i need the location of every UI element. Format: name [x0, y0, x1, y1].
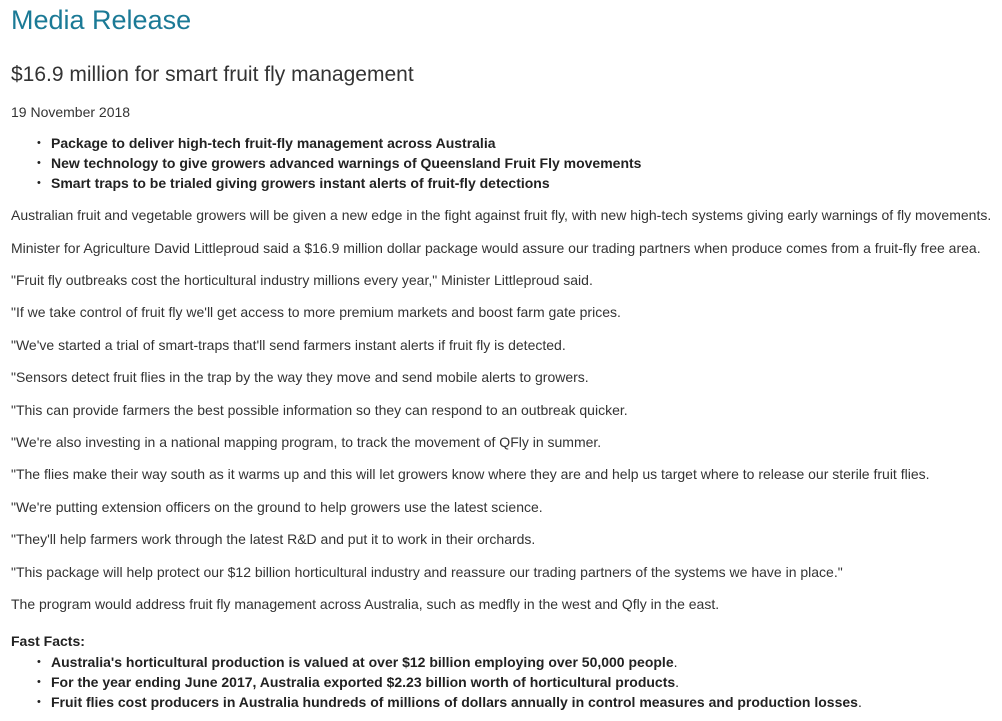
- key-point-item: • New technology to give growers advanced warnings of Queensland Fruit Fly movements: [37, 153, 641, 173]
- fast-fact-item: [37, 652, 862, 672]
- body-paragraph: "We've started a trial of smart-traps that'll send farmers instant alerts if fruit fly is detected.: [11, 337, 566, 353]
- fast-fact-text: Fruit flies cost producers in Australia hundreds of millions of dollars annually in control measures and production losses: [51, 694, 858, 710]
- fast-fact-item: [37, 672, 862, 692]
- body-paragraph: Australian fruit and vegetable growers will be given a new edge in the fight against fruit fly, with new high-tech systems giving early warnings of fly movements.: [11, 207, 992, 223]
- page-title: Media Release: [11, 5, 192, 35]
- fast-fact-item: [37, 692, 862, 712]
- key-point-item: • Package to deliver high-tech fruit-fly management across Australia: [37, 133, 641, 153]
- body-paragraph: "The flies make their way south as it warms up and this will let growers know where they are and help us target where to release our sterile fruit flies.: [11, 466, 930, 482]
- key-points-list: [37, 133, 641, 193]
- body-paragraph: "This package will help protect our $12 billion horticultural industry and reassure our trading partners of the systems we have in place.": [11, 564, 843, 580]
- body-paragraph: "We're also investing in a national mapping program, to track the movement of QFly in summer.: [11, 434, 602, 450]
- fast-fact-text: Australia's horticultural production is valued at over $12 billion employing over 50,000 people: [51, 654, 674, 670]
- fast-fact-period: .: [673, 654, 678, 670]
- fast-facts-heading: Fast Facts:: [11, 633, 85, 649]
- body-paragraph: "This can provide farmers the best possible information so they can respond to an outbreak quicker.: [11, 402, 628, 418]
- body-paragraph: "Sensors detect fruit flies in the trap by the way they move and send mobile alerts to growers.: [11, 369, 589, 385]
- body-paragraph: The program would address fruit fly management across Australia, such as medfly in the west and Qfly in the east.: [11, 596, 720, 612]
- key-point-item: • Smart traps to be trialed giving growers instant alerts of fruit-fly detections: [37, 173, 641, 193]
- body-paragraph: "They'll help farmers work through the latest R&D and put it to work in their orchards.: [11, 531, 536, 547]
- body-paragraph: "If we take control of fruit fly we'll get access to more premium markets and boost farm gate prices.: [11, 304, 621, 320]
- body-paragraph: Minister for Agriculture David Littleproud said a $16.9 million dollar package would assure our trading partners when produce comes from a fruit-fly free area.: [11, 240, 981, 256]
- fast-facts-list: [37, 652, 862, 712]
- fast-fact-period: .: [675, 674, 680, 690]
- body-paragraph: "Fruit fly outbreaks cost the horticultural industry millions every year," Minister Littleproud said.: [11, 272, 593, 288]
- body-paragraph: "We're putting extension officers on the ground to help growers use the latest science.: [11, 499, 543, 515]
- fast-fact-period: .: [857, 694, 862, 710]
- release-headline: $16.9 million for smart fruit fly management: [11, 63, 414, 86]
- fast-fact-text: For the year ending June 2017, Australia exported $2.23 billion worth of horticultural products: [51, 674, 676, 690]
- release-date: 19 November 2018: [11, 104, 131, 120]
